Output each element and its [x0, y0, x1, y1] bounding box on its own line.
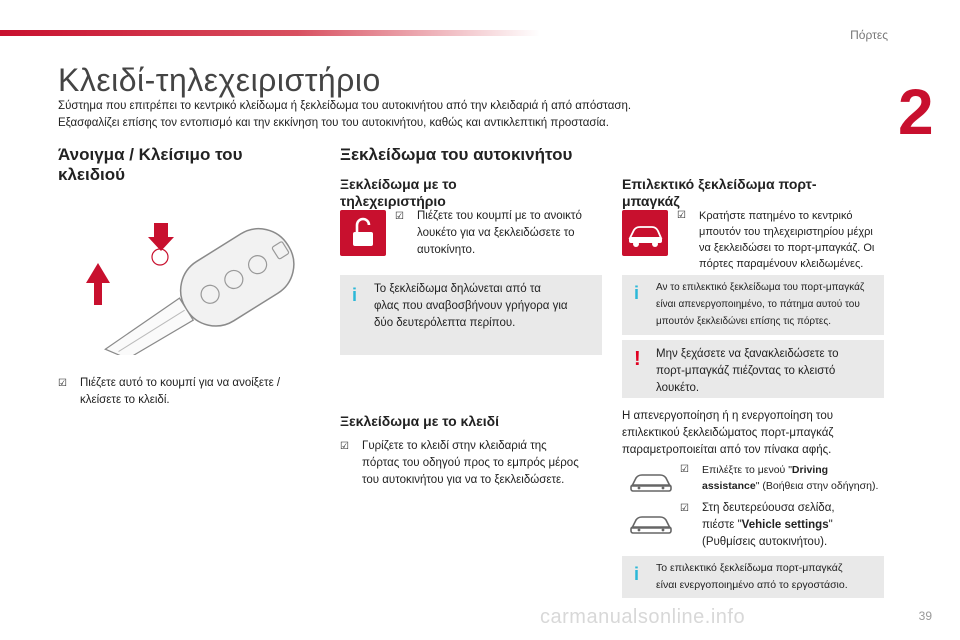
page-title: Κλειδί-τηλεχειριστήριο	[58, 62, 381, 98]
trunk-info-line-1: Αν το επιλεκτικό ξεκλείδωμα του πορτ-μπαγκάζ	[656, 282, 865, 293]
key-bullet	[340, 438, 610, 489]
step-1-menu-name-cont: assistance	[702, 480, 756, 492]
step-1	[680, 462, 890, 494]
trunk-warning-line-1: Μην ξεχάσετε να ξανακλειδώσετε το	[656, 348, 839, 360]
remote-unlock-heading-line-2: τηλεχειριστήριο	[340, 193, 446, 209]
step-2-quote: "	[828, 519, 833, 531]
unlock-heading: Ξεκλείδωμα του αυτοκινήτου	[340, 145, 573, 164]
trunk-info-line-3: μπουτόν ξεκλειδώνει επίσης τις πόρτες.	[656, 316, 831, 327]
trunk-settings-paragraph	[622, 408, 887, 459]
trunk-info-text	[656, 279, 882, 330]
step-1-line-2	[702, 478, 890, 494]
intro-line-2: Εξασφαλίζει επίσης τον εντοπισμό και την εκκίνηση του του αυτοκινήτου, καθώς και αντικλεπτική προστασία.	[58, 117, 609, 129]
step-2	[680, 500, 890, 551]
remote-info-box	[340, 275, 602, 355]
trunk-bullet	[677, 208, 887, 272]
open-close-heading	[58, 145, 242, 185]
remote-info-line-1: Το ξεκλείδωμα δηλώνεται από τα	[374, 283, 541, 295]
remote-bullet-line-2: λουκέτο για να ξεκλειδώσετε το	[417, 227, 575, 239]
remote-bullet	[395, 208, 605, 259]
car-trunk-icon	[622, 210, 668, 256]
intro	[58, 98, 858, 132]
bullet-checkbox-icon: ☑	[680, 503, 689, 514]
bullet-checkbox-icon: ☑	[58, 378, 67, 389]
factory-info-box	[622, 556, 884, 598]
step-1-line-1	[702, 462, 890, 478]
bullet-checkbox-icon: ☑	[677, 210, 686, 221]
left-instruction	[58, 375, 318, 409]
trunk-info-line-2: είναι απενεργοποιημένο, το πάτημα αυτού του	[656, 299, 860, 310]
step-2-line-2	[702, 517, 890, 534]
bullet-checkbox-icon: ☑	[340, 441, 349, 452]
step-2-menu-name: Vehicle settings	[741, 519, 829, 531]
info-icon: i	[634, 283, 640, 303]
left-bullet-line-2: κλείσετε το κλειδί.	[80, 394, 170, 406]
remote-unlock-heading	[340, 176, 457, 210]
open-padlock-icon	[340, 210, 386, 256]
trunk-info-box	[622, 275, 884, 335]
bullet-checkbox-icon: ☑	[680, 464, 689, 475]
chapter-number: 2	[898, 76, 934, 148]
trunk-warning-box	[622, 340, 884, 398]
step-2-line-1: Στη δευτερεύουσα σελίδα,	[702, 502, 835, 514]
remote-info-line-3: δύο δευτερόλεπτα περίπου.	[374, 317, 516, 329]
trunk-warning-line-2: πορτ-μπαγκάζ πιέζοντας το κλειστό	[656, 365, 836, 377]
trunk-bullet-line-4: πόρτες παραμένουν κλειδωμένες.	[699, 258, 864, 270]
trunk-settings-line-3: παραμετροποιείται από τον πίνακα αφής.	[622, 444, 832, 456]
unlock-button-icon	[340, 210, 386, 256]
open-close-heading-line-1: Άνοιγμα / Κλείσιμο του	[58, 145, 243, 164]
key-bullet-line-1: Γυρίζετε το κλειδί στην κλειδαριά της	[362, 440, 547, 452]
trunk-warning-text	[656, 346, 880, 397]
page-number: 39	[918, 609, 932, 623]
key-unlock-heading: Ξεκλείδωμα με το κλειδί	[340, 413, 500, 429]
step-1-text: Επιλέξτε το μενού "	[702, 464, 792, 476]
trunk-settings-line-1: Η απενεργοποίηση ή η ενεργοποίηση του	[622, 410, 833, 422]
trunk-unlock-heading-line-1: Επιλεκτικό ξεκλείδωμα πορτ-	[622, 176, 817, 192]
remote-unlock-heading-line-1: Ξεκλείδωμα με το	[340, 176, 457, 192]
trunk-bullet-line-3: να ξεκλειδώσει το πορτ-μπαγκάζ. Οι	[699, 242, 875, 254]
bullet-checkbox-icon: ☑	[395, 211, 404, 222]
remote-bullet-line-3: αυτοκίνητο.	[417, 244, 476, 256]
key-bullet-line-3: του αυτοκινήτου για να το ξεκλειδώσετε.	[362, 474, 565, 486]
remote-info-text	[374, 281, 596, 332]
step-1-translation: " (Βοήθεια στην οδήγηση).	[755, 480, 879, 492]
step-2-translation: (Ρυθμίσεις αυτοκινήτου).	[702, 536, 828, 548]
watermark: carmanualsonline.info	[540, 606, 746, 628]
step-1-menu-name: Driving	[791, 464, 829, 476]
header-accent-bar	[0, 30, 540, 36]
trunk-bullet-line-1: Κρατήστε πατημένο το κεντρικό	[699, 210, 853, 222]
trunk-warning-line-3: λουκέτο.	[656, 382, 700, 394]
section-title: Πόρτες	[850, 28, 888, 42]
trunk-settings-line-2: επιλεκτικού ξεκλειδώματος πορτ-μπαγκάζ	[622, 427, 834, 439]
key-bullet-line-2: πόρτας του οδηγού προς το εμπρός μέρος	[362, 457, 579, 469]
key-illustration	[58, 205, 318, 355]
info-icon: i	[352, 285, 358, 305]
trunk-unlock-heading-line-2: μπαγκάζ	[622, 193, 680, 209]
factory-info-text	[656, 560, 882, 594]
warning-icon: !	[634, 348, 641, 370]
vehicle-settings-icon	[628, 512, 674, 538]
factory-info-line-1: Το επιλεκτικό ξεκλείδωμα πορτ-μπαγκάζ	[656, 562, 843, 574]
trunk-unlock-heading	[622, 176, 817, 210]
step-2-text: πιέστε "	[702, 519, 742, 531]
left-bullet-line-1: Πιέζετε αυτό το κουμπί για να ανοίξετε /	[80, 377, 281, 389]
remote-info-line-2: φλας που αναβοσβήνουν γρήγορα για	[374, 300, 568, 312]
trunk-button-icon	[622, 210, 668, 256]
trunk-bullet-line-2: μπουτόν του τηλεχειριστηρίου μέχρι	[699, 226, 873, 238]
intro-line-1: Σύστημα που επιτρέπει το κεντρικό κλείδωμα ή ξεκλείδωμα του αυτοκινήτου από την κλειδαριά ή από απόσταση.	[58, 100, 632, 112]
factory-info-line-2: είναι ενεργοποιημένο από το εργοστάσιο.	[656, 579, 848, 591]
info-icon: i	[634, 564, 640, 584]
remote-bullet-line-1: Πιέζετε του κουμπί με το ανοικτό	[417, 210, 582, 222]
open-close-heading-line-2: κλειδιού	[58, 165, 126, 184]
driving-assistance-icon	[628, 470, 674, 496]
